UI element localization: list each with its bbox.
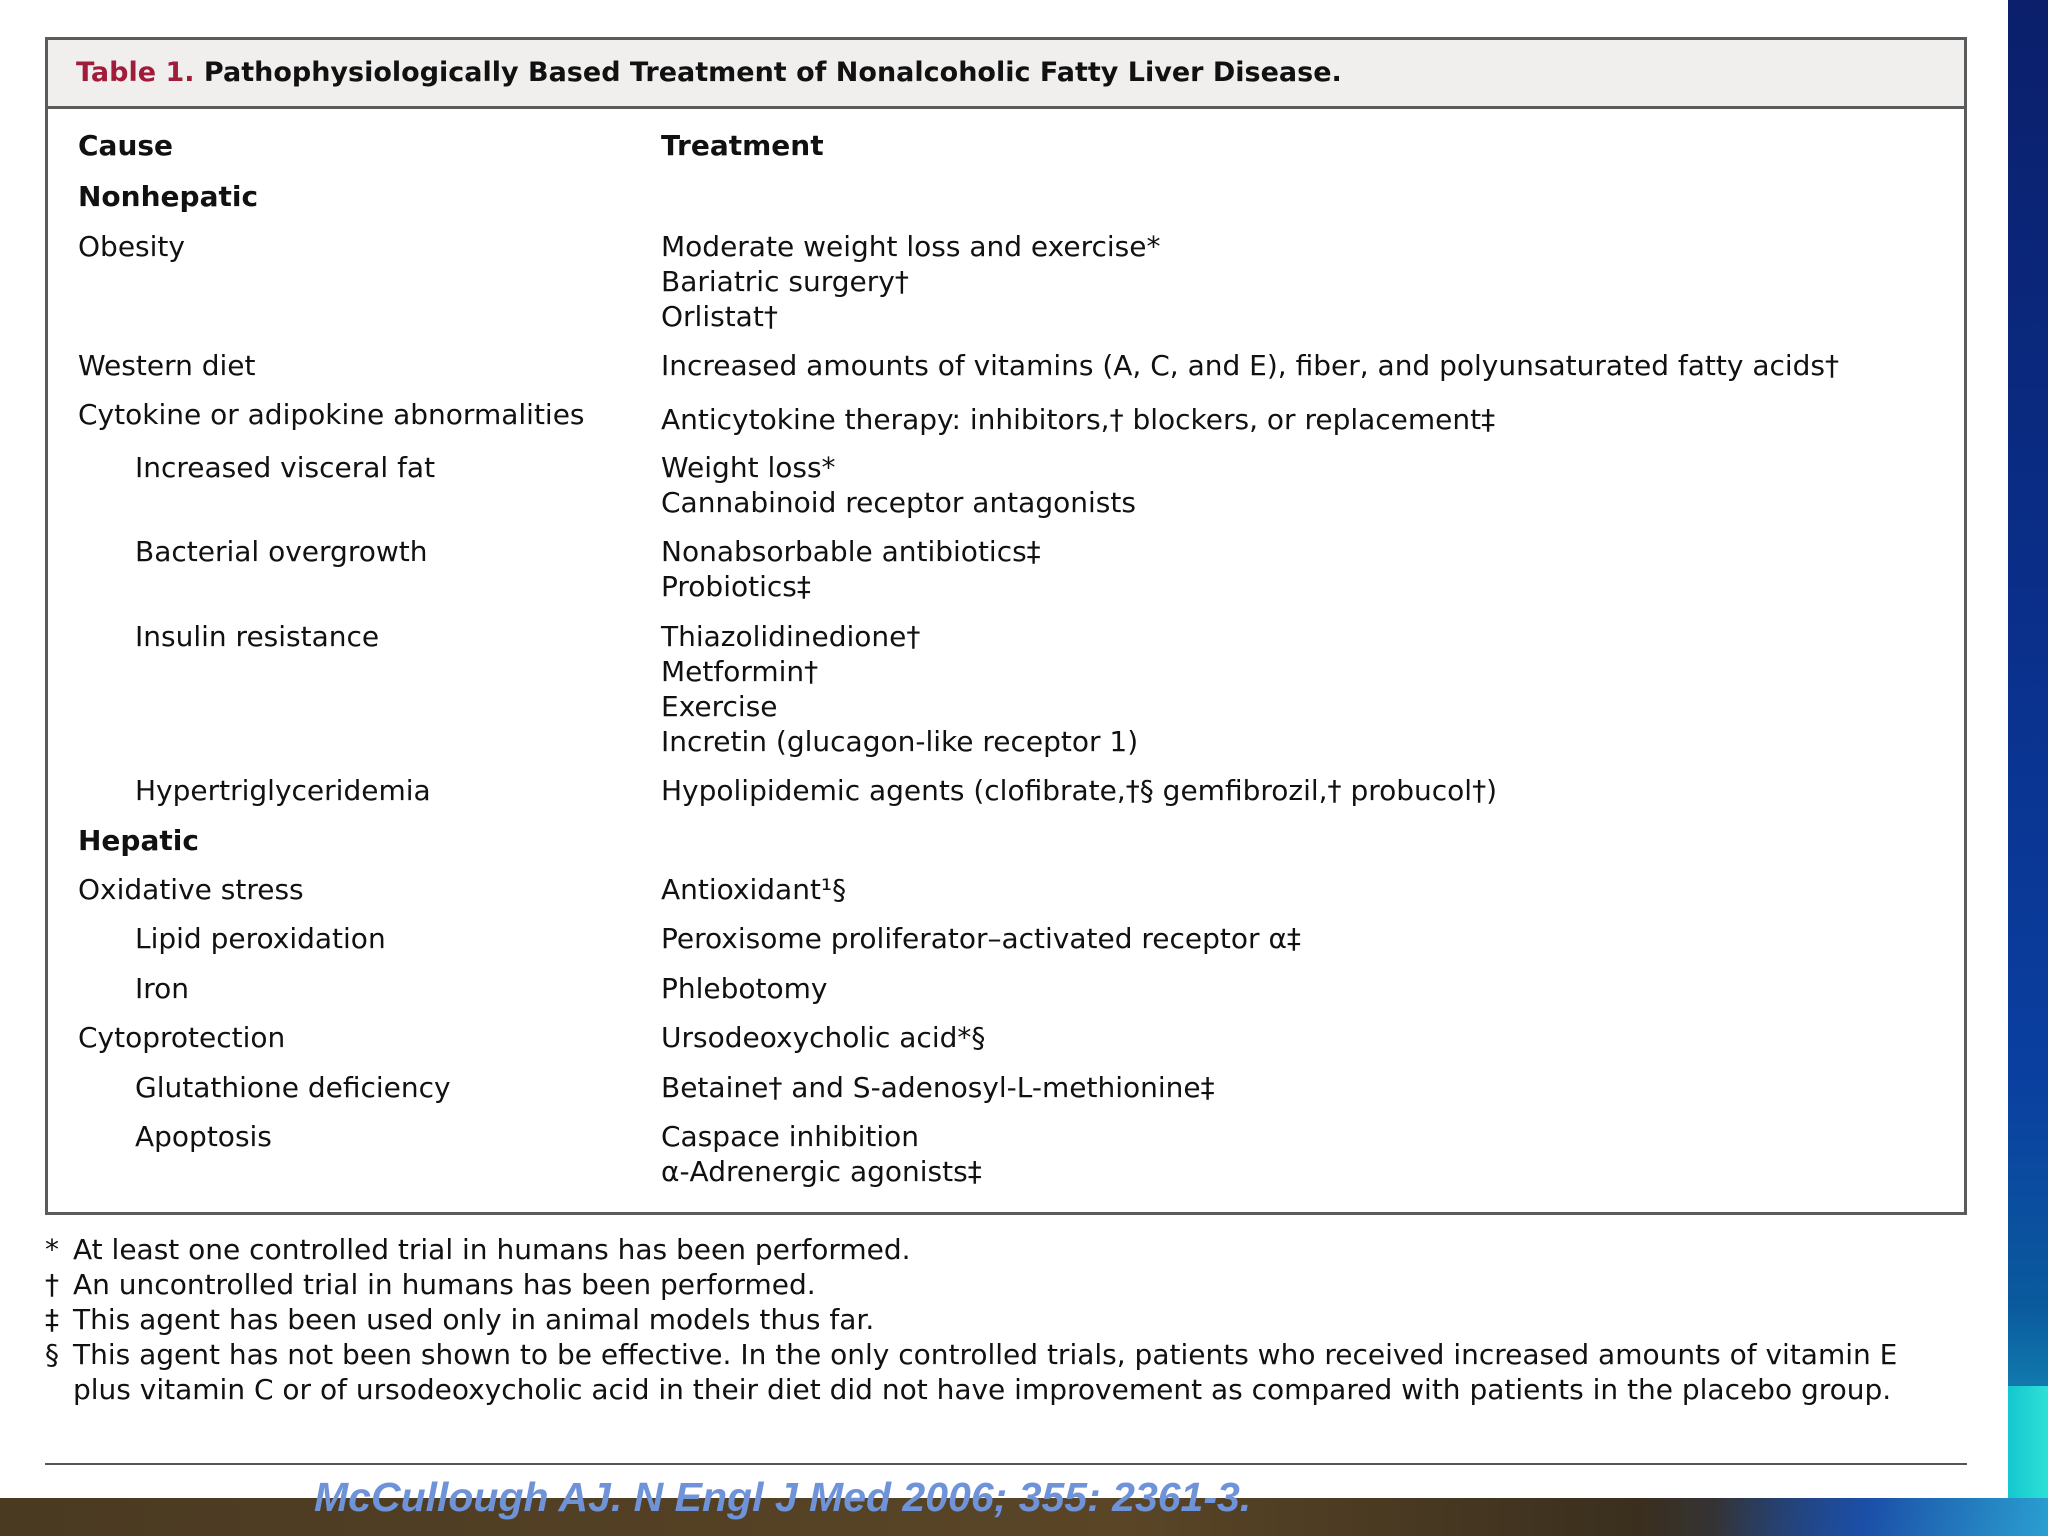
treatment-line: Incretin (glucagon-like receptor 1) bbox=[661, 725, 1139, 758]
treatment-line: Increased amounts of vitamins (A, C, and E), fiber, and polyunsaturated fatty acids† bbox=[661, 349, 1840, 382]
cause-cell: Cytoprotection bbox=[78, 1021, 286, 1054]
footnote-text: An uncontrolled trial in humans has been performed. bbox=[73, 1268, 816, 1301]
treatment-line: Orlistat† bbox=[661, 300, 778, 333]
treatment-line: Phlebotomy bbox=[661, 972, 828, 1005]
treatment-line: Hypolipidemic agents (clofibrate,†§ gemfibrozil,† probucol†) bbox=[661, 774, 1497, 807]
footnote-text: This agent has been used only in animal models thus far. bbox=[73, 1303, 875, 1336]
treatment-cell bbox=[661, 1020, 985, 1055]
section-heading-nonhepatic: Nonhepatic bbox=[78, 180, 259, 213]
treatment-line: Moderate weight loss and exercise* bbox=[661, 230, 1161, 263]
footnote-symbol: ‡ bbox=[45, 1303, 59, 1336]
section-heading-hepatic: Hepatic bbox=[78, 824, 199, 857]
cause-cell: Oxidative stress bbox=[78, 873, 304, 906]
slide-right-band bbox=[2008, 0, 2048, 1536]
treatment-line: Caspace inhibition bbox=[661, 1120, 919, 1153]
citation: McCullough AJ. N Engl J Med 2006; 355: 2361-3. bbox=[314, 1474, 1252, 1520]
treatment-line: Exercise bbox=[661, 690, 778, 723]
treatment-line: Thiazolidinedione† bbox=[661, 620, 921, 653]
treatment-cell bbox=[661, 619, 1138, 759]
treatment-line: Betaine† and S-adenosyl-L-methionine‡ bbox=[661, 1071, 1215, 1104]
treatment-line: Antioxidant¹§ bbox=[661, 873, 847, 906]
treatment-line: Ursodeoxycholic acid*§ bbox=[661, 1021, 986, 1054]
treatment-cell bbox=[661, 534, 1041, 604]
footnote-symbol: § bbox=[45, 1338, 59, 1371]
cause-cell: Hypertriglyceridemia bbox=[135, 774, 431, 807]
cause-cell: Iron bbox=[135, 972, 190, 1005]
footnote bbox=[45, 1302, 1945, 1337]
footnote bbox=[45, 1232, 1945, 1267]
footnote-text: This agent has not been shown to be effective. In the only controlled trials, patients who received increased amounts of vitamin E plus vitamin C or of ursodeoxycholic acid in their diet did not have improvement as compared with patients in the placebo group. bbox=[73, 1338, 1898, 1406]
treatment-cell bbox=[661, 773, 1497, 808]
slide-bottom-wedge bbox=[1718, 1498, 2048, 1536]
treatment-cell bbox=[661, 402, 1495, 437]
treatment-cell bbox=[661, 229, 1161, 334]
cause-cell: Apoptosis bbox=[135, 1120, 272, 1153]
treatment-line: Cannabinoid receptor antagonists bbox=[661, 486, 1136, 519]
treatment-cell bbox=[661, 921, 1301, 956]
treatment-line: Probiotics‡ bbox=[661, 570, 811, 603]
table-caption-label: Table 1. bbox=[76, 57, 195, 88]
cause-cell: Increased visceral fat bbox=[135, 451, 436, 484]
treatment-cell bbox=[661, 1070, 1215, 1105]
treatment-line: Anticytokine therapy: inhibitors,† blockers, or replacement‡ bbox=[661, 403, 1496, 436]
cause-cell: Insulin resistance bbox=[135, 620, 380, 653]
cause-cell: Western diet bbox=[78, 349, 256, 382]
cause-cell: Lipid peroxidation bbox=[135, 922, 386, 955]
treatment-cell bbox=[661, 971, 828, 1006]
treatment-line: Peroxisome proliferator–activated receptor α‡ bbox=[661, 922, 1301, 955]
treatment-line: Bariatric surgery† bbox=[661, 265, 909, 298]
treatment-line: Metformin† bbox=[661, 655, 819, 688]
treatment-cell bbox=[661, 348, 1839, 383]
header-cause: Cause bbox=[78, 129, 174, 162]
treatment-cell bbox=[661, 1119, 982, 1189]
footnote-symbol: † bbox=[45, 1268, 59, 1301]
table-caption bbox=[48, 40, 1964, 109]
footnote bbox=[45, 1337, 1945, 1407]
treatment-cell bbox=[661, 450, 1136, 520]
table-caption-title: Pathophysiologically Based Treatment of Nonalcoholic Fatty Liver Disease. bbox=[203, 57, 1342, 88]
treatment-line: Nonabsorbable antibiotics‡ bbox=[661, 535, 1041, 568]
footnote-divider bbox=[45, 1463, 1967, 1465]
cause-cell: Obesity bbox=[78, 230, 185, 263]
footnote-text: At least one controlled trial in humans has been performed. bbox=[73, 1233, 911, 1266]
treatment-table bbox=[45, 37, 1967, 1215]
cause-cell: Cytokine or adipokine abnormalities bbox=[78, 398, 585, 431]
footnote bbox=[45, 1267, 1945, 1302]
cause-cell: Bacterial overgrowth bbox=[135, 535, 428, 568]
treatment-line: α-Adrenergic agonists‡ bbox=[661, 1155, 982, 1188]
cause-cell: Glutathione deficiency bbox=[135, 1071, 451, 1104]
footnote-symbol: * bbox=[45, 1233, 59, 1266]
table-footnotes bbox=[45, 1232, 1945, 1407]
treatment-cell bbox=[661, 872, 846, 907]
header-treatment: Treatment bbox=[661, 129, 824, 162]
treatment-line: Weight loss* bbox=[661, 451, 836, 484]
